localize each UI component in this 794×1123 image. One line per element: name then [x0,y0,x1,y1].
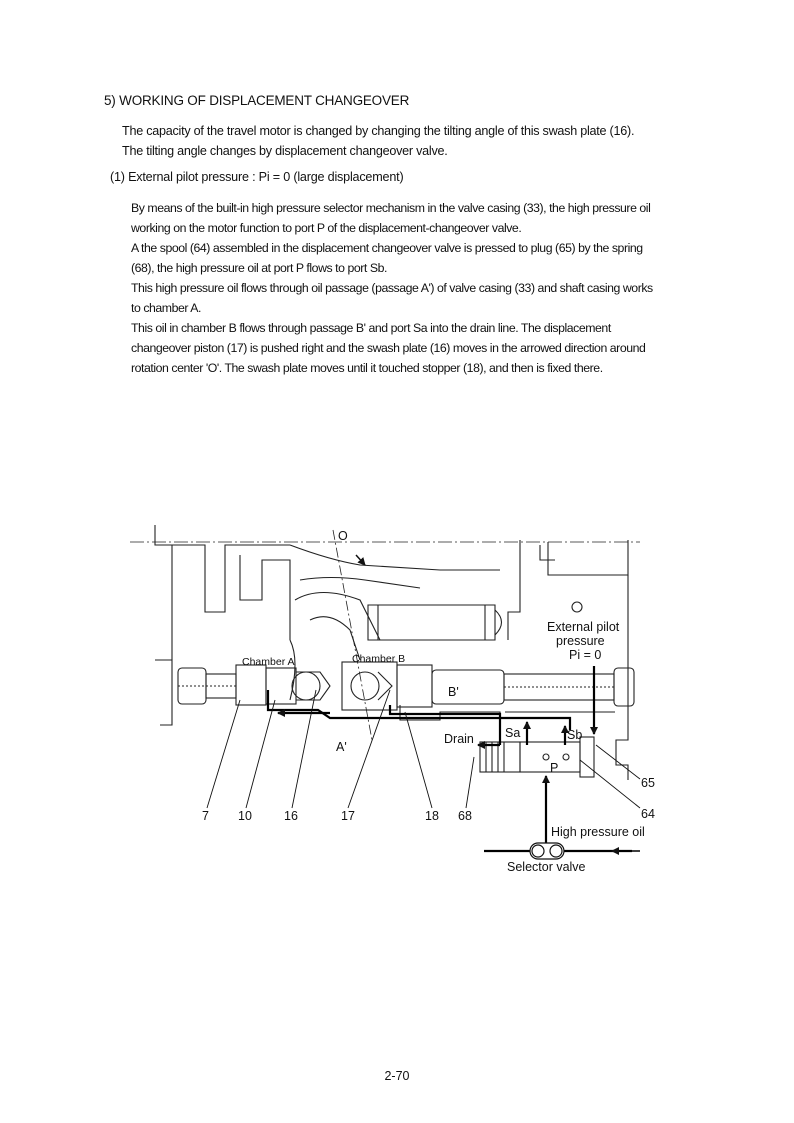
label-chamber-a: Chamber A [242,656,295,668]
label-port-sb: Sb [567,728,583,742]
part-number: 7 [202,809,209,823]
rotation-arrow [356,555,365,565]
label-chamber-b: Chamber B [352,653,406,665]
selector-valve-symbol [530,843,564,859]
body-line: This oil in chamber B flows through passage B' and port Sa into the drain line. The displacement [131,321,611,335]
body-line: This high pressure oil flows through oil passage (passage A') of valve casing (33) and shaft casing works [131,281,653,295]
section-heading: 5) WORKING OF DISPLACEMENT CHANGEOVER [104,93,410,108]
part-number: 10 [238,809,252,823]
body-line: A the spool (64) assembled in the displacement changeover valve is pressed to plug (65) by the spring [131,241,643,255]
label-drain: Drain [444,732,474,746]
label-port-sa: Sa [505,726,521,740]
part-number: 18 [425,809,439,823]
part-number: 68 [458,809,472,823]
label-port-p: P [550,761,559,775]
leader-lines [207,690,640,808]
label-passage-a: A' [336,740,347,754]
label-high-pressure-oil: High pressure oil [551,825,645,839]
case-title: (1) External pilot pressure : Pi = 0 (large displacement) [110,170,404,184]
label-selector-valve: Selector valve [507,860,586,874]
body-line: to chamber A. [131,301,202,315]
body-line: working on the motor function to port P of the displacement-changeover valve. [131,221,522,235]
label-rotation-center: O [338,529,348,543]
intro-line: The capacity of the travel motor is changed by changing the tilting angle of this swash plate (16). [122,124,635,138]
body-line: By means of the built-in high pressure selector mechanism in the valve casing (33), the high pressure oil [131,201,651,215]
part-number: 16 [284,809,298,823]
part-number: 17 [341,809,355,823]
label-pilot-line2: pressure [556,634,605,648]
part-number: 64 [641,807,655,821]
part-numbers [202,776,655,823]
page-number: 2-70 [384,1069,410,1083]
body-line: (68), the high pressure oil at port P flows to port Sb. [131,261,387,275]
intro-line: The tilting angle changes by displacement changeover valve. [122,144,448,158]
body-line: changeover piston (17) is pushed right and the swash plate (16) moves in the arrowed direction around [131,341,646,355]
label-pilot-line3: Pi = 0 [569,648,602,662]
label-passage-b: B' [448,685,459,699]
part-number: 65 [641,776,655,790]
body-line: rotation center 'O'. The swash plate moves until it touched stopper (18), and then is fixed there. [131,361,603,375]
label-pilot-line1: External pilot [547,620,620,634]
